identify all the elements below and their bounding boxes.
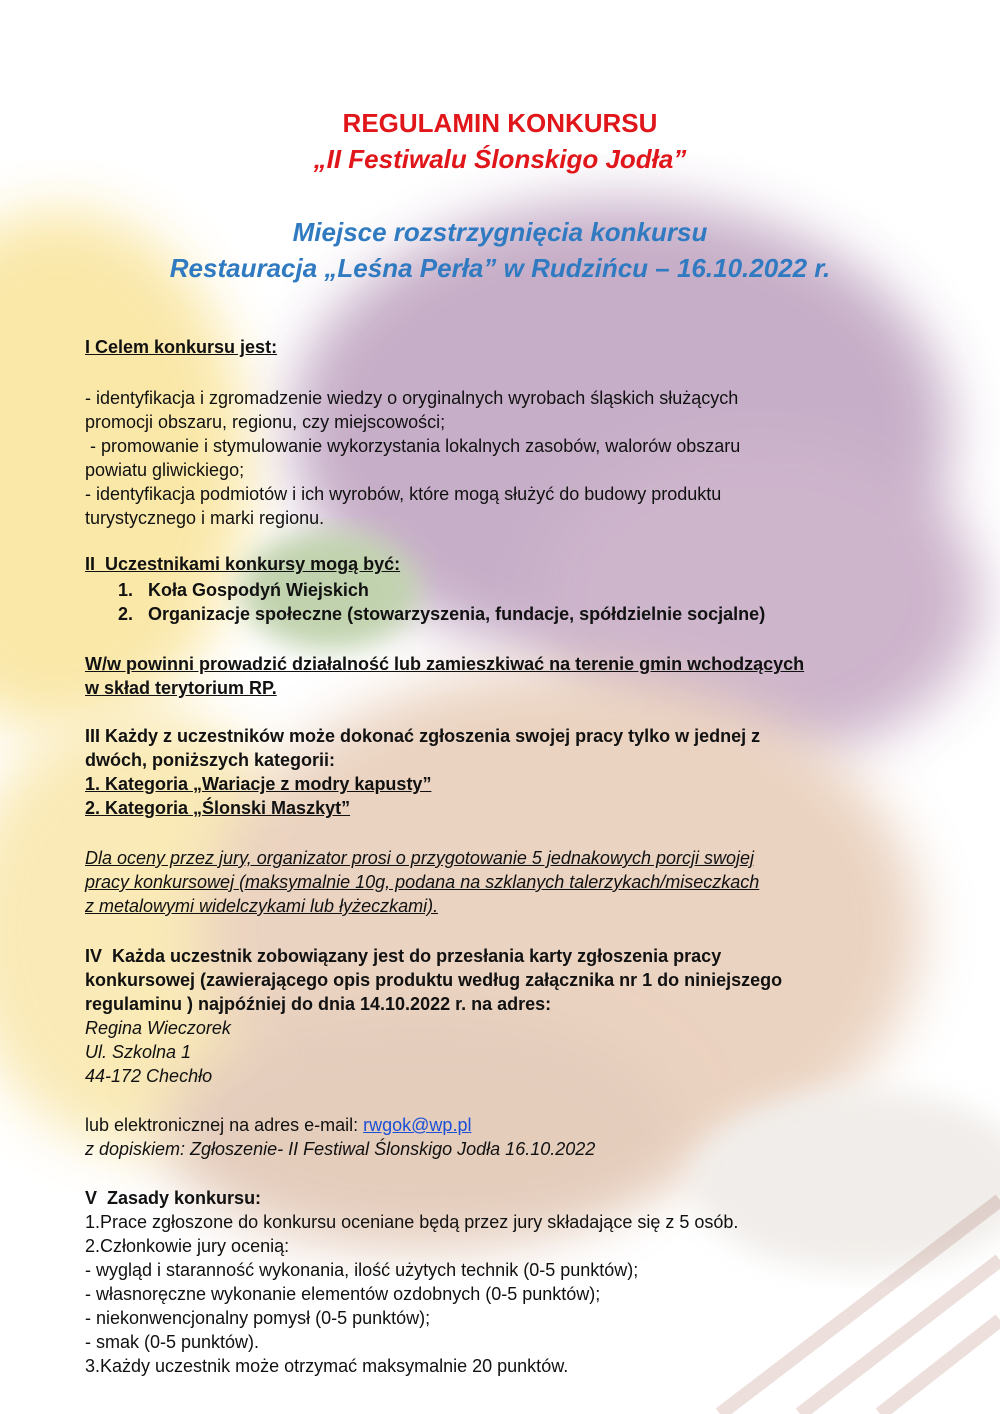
list-number: 1. — [118, 580, 134, 600]
section-1-line: - identyfikacja podmiotów i ich wyrobów, które mogą służyć do budowy produktu — [85, 484, 722, 504]
jury-note: Dla oceny przez jury, organizator prosi o przygotowanie 5 jednakowych porcji swojej — [85, 848, 754, 868]
address-line: Regina Wieczorek — [85, 1018, 231, 1038]
category-1: 1. Kategoria „Wariacje z modry kapusty” — [85, 774, 432, 794]
venue-line: Restauracja „Leśna Perła” w Rudzińcu – 16.10.2022 r. — [169, 253, 831, 283]
eligibility-note: w skład terytorium RP. — [85, 678, 277, 698]
rules-line: 2.Członkowie jury ocenią: — [85, 1236, 290, 1256]
list-text: Koła Gospodyń Wiejskich — [148, 580, 369, 600]
doc-title: REGULAMIN KONKURSU — [342, 108, 658, 138]
rules-line: 1.Prace zgłoszone do konkursu oceniane będą przez jury składające się z 5 osób. — [85, 1212, 739, 1232]
section-3-text: III Każdy z uczestników może dokonać zgłoszenia swojej pracy tylko w jednej z — [85, 726, 761, 746]
venue-heading: Miejsce rozstrzygnięcia konkursu — [292, 217, 708, 247]
category-2: 2. Kategoria „Ślonski Maszkyt” — [85, 798, 351, 818]
rules-line: - własnoręczne wykonanie elementów ozdobnych (0-5 punktów); — [85, 1284, 601, 1304]
address-line: 44-172 Chechło — [85, 1066, 213, 1086]
section-1-heading: I Celem konkursu jest: — [85, 337, 278, 357]
jury-note: pracy konkursowej (maksymalnie 10g, podana na szklanych talerzykach/miseczkach — [85, 872, 760, 892]
section-4-text: regulaminu ) najpóźniej do dnia 14.10.2022 r. na adres: — [85, 994, 552, 1014]
section-4-text: konkursowej (zawierającego opis produktu według załącznika nr 1 do niniejszego — [85, 970, 783, 990]
section-2-heading: II Uczestnikami konkursy mogą być: — [85, 554, 401, 574]
email-link[interactable]: rwgok@wp.pl — [363, 1115, 472, 1135]
email-line — [85, 1113, 471, 1137]
section-1-line: - identyfikacja i zgromadzenie wiedzy o oryginalnych wyrobach śląskich służących — [85, 388, 739, 408]
jury-note: z metalowymi widelczykami lub łyżeczkami). — [85, 896, 439, 916]
eligibility-note: W/w powinni prowadzić działalność lub zamieszkiwać na terenie gmin wchodzących — [85, 654, 805, 674]
list-number: 2. — [118, 604, 134, 624]
email-subject: z dopiskiem: Zgłoszenie- II Festiwal Ślonskigo Jodła 16.10.2022 — [85, 1139, 596, 1159]
rules-line: 3.Każdy uczestnik może otrzymać maksymalnie 20 punktów. — [85, 1356, 569, 1376]
list-text: Organizacje społeczne (stowarzyszenia, fundacje, spółdzielnie socjalne) — [148, 604, 766, 624]
festival-name: „II Festiwalu Ślonskigo Jodła” — [313, 144, 687, 174]
email-prefix: lub elektronicznej na adres e-mail: — [85, 1115, 364, 1135]
section-5-heading: V Zasady konkursu: — [85, 1188, 262, 1208]
address-line: Ul. Szkolna 1 — [85, 1042, 192, 1062]
rules-line: - niekonwencjonalny pomysł (0-5 punktów); — [85, 1308, 431, 1328]
section-1-line: promocji obszaru, regionu, czy miejscowości; — [85, 412, 446, 432]
participant-item — [118, 578, 369, 602]
participant-item — [118, 602, 765, 626]
section-1-line: powiatu gliwickiego; — [85, 460, 245, 480]
rules-line: - wygląd i staranność wykonania, ilość użytych technik (0-5 punktów); — [85, 1260, 639, 1280]
section-4-text: IV Każda uczestnik zobowiązany jest do przesłania karty zgłoszenia pracy — [85, 946, 722, 966]
rules-line: - smak (0-5 punktów). — [85, 1332, 260, 1352]
section-1-line: turystycznego i marki regionu. — [85, 508, 325, 528]
section-1-line: - promowanie i stymulowanie wykorzystania lokalnych zasobów, walorów obszaru — [85, 436, 741, 456]
section-3-text: dwóch, poniższych kategorii: — [85, 750, 336, 770]
